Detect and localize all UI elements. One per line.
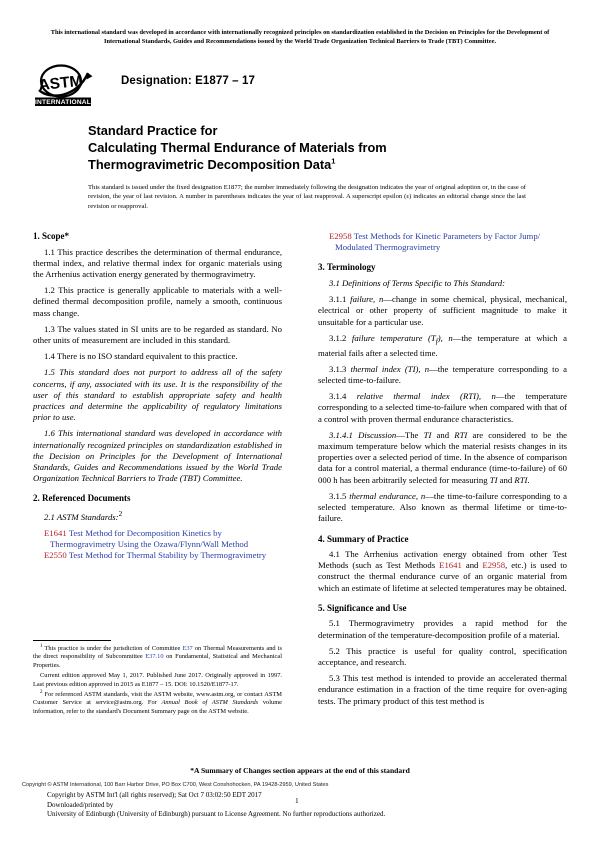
- section-heading-terminology: 3. Terminology: [318, 262, 376, 273]
- paragraph-3-1-1: [318, 294, 567, 328]
- paragraph-2-1: [33, 509, 282, 523]
- term-subscript: f: [435, 337, 438, 346]
- svg-text:INTERNATIONAL: INTERNATIONAL: [35, 99, 91, 107]
- svg-text:ASTM: ASTM: [37, 72, 84, 95]
- ti-abbrev: TI: [423, 429, 432, 440]
- term-number: 3.1.5: [329, 490, 350, 501]
- section-heading-referenced-documents: 2. Referenced Documents: [33, 493, 131, 504]
- reference-title-link[interactable]: Test Methods for Kinetic Parameters by Factor Jump/ Modulated Thermogravimetry: [335, 231, 541, 253]
- annual-book-title: Annual Book of ASTM Standards: [161, 699, 259, 707]
- footnote-2-marker: 2: [40, 689, 43, 695]
- paragraph-5-1: 5.1 Thermogravimetry provides a rapid method for the determination of the temperature-decomposition profile of a material.: [318, 618, 567, 640]
- term-definition: —the temperature corresponding to a selected time-to-failure.: [318, 363, 567, 386]
- reference-item[interactable]: [33, 528, 282, 550]
- logo-designation-row: [33, 64, 567, 112]
- download-line-3: University of Edinburgh (University of Edinburgh) pursuant to License Agreement. No further reproductions authorized.: [47, 810, 386, 819]
- term-name: relative thermal index (RTI), n: [356, 391, 496, 402]
- refdocs-footnote-marker: 2: [118, 509, 123, 518]
- reference-designation-link[interactable]: E2550: [44, 550, 67, 561]
- discussion-text-c: are considered to be the maximum temperature below which the material resists changes in its properties over a selected period of time. In the absence of comparison data for a control material, a thermal endurance (time-to-failure) of 60 000 h has been arbitrarily selected for measuring: [318, 429, 568, 485]
- ti-abbrev: TI: [489, 474, 498, 485]
- astm-standards-label: 2.1 ASTM Standards:: [44, 511, 119, 522]
- footnote-separator-rule: [33, 640, 111, 641]
- footnote-1-text-c: on Fundamental, Statistical and Mechanical Properties.: [33, 653, 282, 669]
- paragraph-1-2: 1.2 This practice is generally applicable to materials with a well-defined thermal decomposition profile, namely a smooth, continuous mass change.: [33, 285, 282, 318]
- right-column: [318, 231, 567, 712]
- subcommittee-link[interactable]: E37.10: [145, 653, 164, 661]
- title-line-2: Calculating Thermal Endurance of Materials from: [88, 140, 387, 155]
- term-name: thermal endurance, n: [349, 490, 426, 501]
- summary-text-c: , etc.) is used to construct the thermal endurance curve of an organic material from which an estimate of lifetime at selected temperatures may be obtained.: [318, 560, 567, 593]
- committee-link[interactable]: E37: [182, 645, 193, 652]
- paragraph-5-2: 5.2 This practice is useful for quality control, specification acceptance, and research.: [318, 645, 567, 667]
- download-line-2: Downloaded/printed by: [47, 800, 114, 809]
- footnote-1: [33, 645, 282, 670]
- footnote-2-text-b: volume information, refer to the standard's Document Summary page on the ASTM website.: [33, 699, 282, 715]
- footnote-1-text-b: on Thermal Measurements and is the direct responsibility of Subcommittee: [33, 645, 282, 661]
- term-name-end: ), n: [437, 332, 453, 343]
- term-number: 3.1.1: [329, 294, 351, 305]
- term-name: thermal index (TI), n: [350, 363, 430, 374]
- reference-link-e2958[interactable]: E2958: [482, 560, 506, 571]
- title-line-1: Standard Practice for: [88, 123, 218, 138]
- footnote-2-text-a: For referenced ASTM standards, visit the ASTM website, www.astm.org, or contact ASTM Customer Service at service@astm.org. For: [33, 691, 282, 707]
- term-name: failure, n: [350, 294, 384, 305]
- summary-text-a: 4.1 The Arrhenius activation energy obtained from other Test Methods (such as Test Methods: [318, 549, 567, 571]
- left-column: [33, 231, 282, 562]
- download-line-1: Copyright by ASTM Int'l (all rights reserved); Sat Oct 7 03:02:50 EDT 2017: [47, 791, 262, 799]
- paragraph-4-1: [318, 549, 567, 594]
- paragraph-3-1-4: [318, 391, 567, 425]
- title-line-3-text: Thermogravimetric Decomposition Data: [88, 157, 332, 172]
- discussion-text-d: and: [497, 474, 515, 485]
- paragraph-1-3: 1.3 The values stated in SI units are to be regarded as standard. No other units of measurement are included in this standard.: [33, 323, 282, 345]
- footnote-1-text-a: This practice is under the jurisdiction of Committee: [44, 645, 183, 652]
- paragraph-1-5: 1.5 This standard does not purport to address all of the safety concerns, if any, associated with its use. It is the responsibility of the user of this standard to establish appropriate safety and health practices and determine the applicability of regulatory limitations prior to use.: [33, 367, 282, 423]
- paragraph-1-6: 1.6 This international standard was developed in accordance with internationally recognized principles on standardization established in the Decision on Principles for the Development of International Standards, Guides and Recommendations issued by the World Trade Organization Technical Barriers to Trade (TBT) Committee.: [33, 428, 282, 484]
- footnote-1-marker: 1: [40, 643, 43, 649]
- reference-item[interactable]: [33, 550, 282, 561]
- copyright-line: Copyright © ASTM International, 100 Barr Harbor Drive, PO Box C700, West Conshohocken, PA 19428-2959, United States: [22, 782, 329, 788]
- discussion-text-a: —The: [396, 429, 424, 440]
- term-definition: —the time-to-failure corresponding to a selected temperature. Also known as thermal lifetime or time-to-failure.: [318, 490, 567, 524]
- paragraph-3-1-2: [318, 333, 567, 359]
- paragraph-1-1: 1.1 This practice describes the determination of thermal endurance, thermal index, and relative thermal index for organic materials using the Arrhenius activation energy generated by thermogravimetry.: [33, 246, 282, 279]
- reference-link-e1641[interactable]: E1641: [439, 560, 462, 571]
- issued-under-note: This standard is issued under the fixed designation E1877; the number immediately following the designation indicates the year of original adoption or, in the case of revision, the year of last revision. A number in parentheses indicates the year of last reapproval. A superscript epsilon (ε) indicates an editorial change since the last revision or reapproval.: [88, 184, 526, 210]
- paragraph-5-3: 5.3 This test method is intended to provide an accelerated thermal endurance estimation in a fraction of the time require for oven-aging tests. The primary product of this test method is: [318, 673, 567, 706]
- paragraph-3-1-3: [318, 364, 567, 386]
- term-number: 3.1.2: [329, 332, 352, 343]
- term-name: failure temperature (T: [351, 332, 436, 343]
- term-definition: —the temperature at which a material fails after a selected time.: [318, 332, 567, 358]
- discussion-text-b: and: [431, 429, 455, 440]
- reference-item[interactable]: [318, 231, 567, 253]
- term-definition: —change in some chemical, physical, mechanical, electrical or other property of sufficient magnitude to make it unsuitable for a particular use.: [318, 294, 568, 327]
- section-heading-significance-and-use: 5. Significance and Use: [318, 602, 407, 613]
- page-title: [88, 122, 528, 173]
- paragraph-3-1: 3.1 Definitions of Terms Specific to This Standard:: [329, 277, 506, 288]
- summary-of-changes-note: *A Summary of Changes section appears at the end of this standard: [190, 766, 410, 775]
- tbt-header-note: This international standard was developed in accordance with internationally recognized principles on standardization established in the Decision on Principles for the Development of International Standards, Guides and Recommendations issued by the World Trade Organization Technical Barriers to Trade (TBT) Committee.: [50, 29, 550, 46]
- discussion-text-e: .: [527, 474, 530, 485]
- footnote-2: [33, 691, 282, 716]
- term-number: 3.1.4: [329, 391, 357, 402]
- title-line-3: [88, 156, 528, 173]
- footnotes-block: [33, 640, 282, 718]
- paragraph-3-1-5: [318, 491, 567, 525]
- paragraph-1-4: 1.4 There is no ISO standard equivalent to this practice.: [44, 351, 238, 362]
- astm-logo-icon: [33, 64, 95, 110]
- rti-abbrev: RTI: [514, 474, 528, 485]
- paragraph-3-1-4-1: [318, 430, 567, 486]
- page-number: 1: [295, 796, 299, 805]
- reference-title-link[interactable]: Test Method for Thermal Stability by Thermogravimetry: [68, 550, 267, 561]
- term-number: 3.1.3: [329, 363, 351, 374]
- section-heading-summary-of-practice: 4. Summary of Practice: [318, 533, 409, 544]
- reference-title-link[interactable]: Test Method for Decomposition Kinetics by Thermogravimetry Using the Ozawa/Flynn/Wall Method: [50, 527, 249, 550]
- section-heading-scope: 1. Scope*: [33, 231, 69, 241]
- term-definition: —the temperature corresponding to a selected time-to-failure when compared with that of a control with proven thermal endurance characteristics.: [318, 391, 567, 424]
- title-footnote-marker: 1: [331, 156, 336, 166]
- designation-label: Designation: E1877 – 17: [121, 75, 255, 87]
- rti-abbrev: RTI: [454, 429, 468, 440]
- summary-text-b: and: [461, 560, 483, 571]
- reference-designation-link[interactable]: E2958: [329, 231, 352, 241]
- footnote-current-edition: Current edition approved May 1, 2017. Published June 2017. Originally approved in 1997. Last previous edition approved in 2015 as E1877 – 15. DOI: 10.1520/E1877-17.: [33, 672, 282, 688]
- reference-designation-link[interactable]: E1641: [44, 527, 67, 538]
- discussion-label: 3.1.4.1 Discussion: [329, 429, 397, 440]
